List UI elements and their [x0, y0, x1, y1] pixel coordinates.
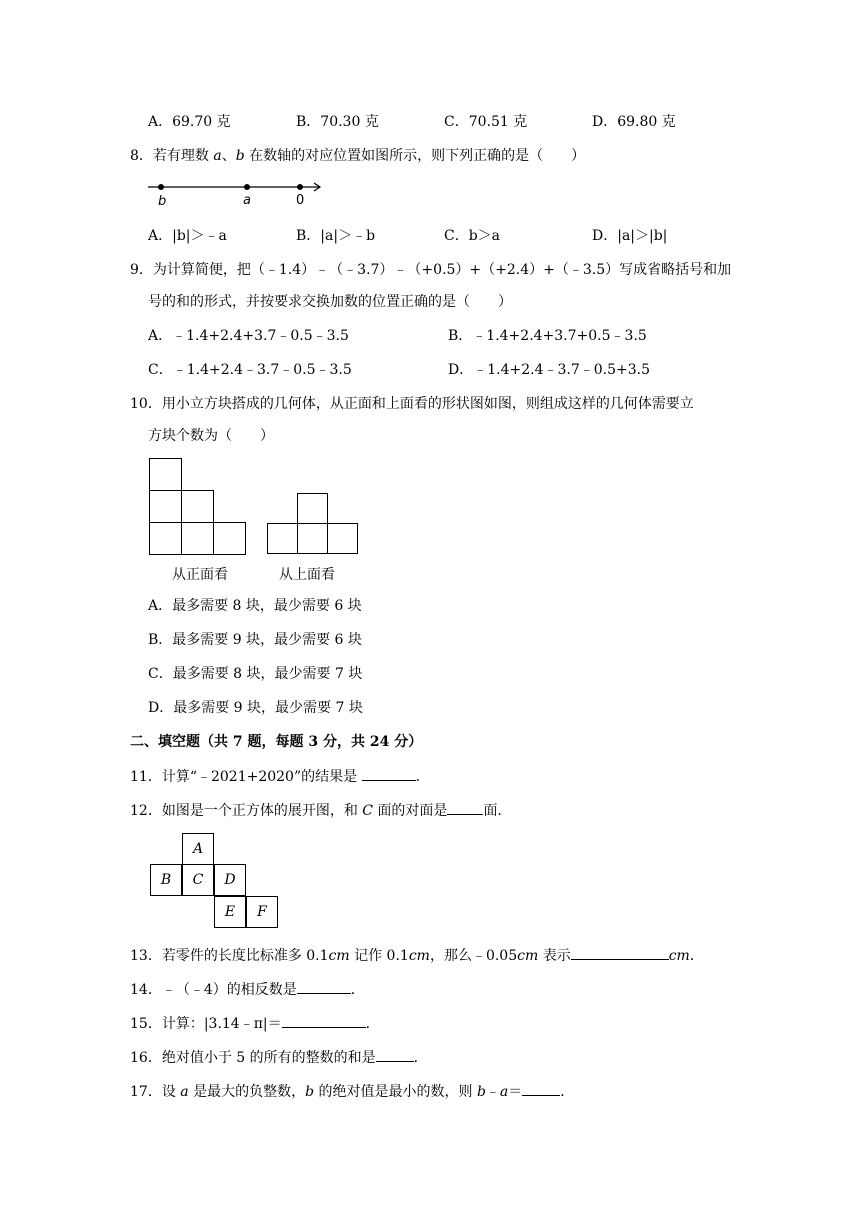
q10-option-c: C．最多需要 8 块，最少需要 7 块: [148, 666, 363, 682]
q8-option-a: A．|b|＞﹣a: [148, 228, 227, 244]
q15-blank[interactable]: [282, 1013, 366, 1028]
front-view-caption: 从正面看: [172, 567, 228, 583]
point-zero: [297, 184, 303, 190]
q14: 14．﹣（﹣4）的相反数是 ．: [130, 979, 365, 1000]
q9-option-c: C．﹣1.4+2.4﹣3.7﹣0.5﹣3.5: [148, 362, 352, 378]
q8-option-b: B．|a|＞﹣b: [296, 228, 376, 244]
q17: 17．设 a 是最大的负整数，b 的绝对值是最小的数，则 b﹣a＝ ．: [130, 1081, 574, 1102]
q9-stem-line2: 号的和的形式，并按要求交换加数的位置正确的是（ ）: [148, 294, 512, 310]
q9-stem-line1: 9．为计算简便，把（﹣1.4）﹣（﹣3.7）﹣（+0.5）+（+2.4）+（﹣3.5）写成省略括号和加: [130, 262, 732, 278]
q15: 15．计算：|3.14﹣π|＝ ．: [130, 1013, 380, 1034]
q12: 12．如图是一个正方体的展开图，和 C 面的对面是 面．: [130, 800, 511, 821]
q13-blank[interactable]: [571, 945, 669, 960]
net-face-d: D: [214, 864, 246, 896]
q12-blank[interactable]: [447, 800, 483, 815]
point-b: [158, 184, 164, 190]
point-a: [244, 184, 250, 190]
q10-option-a: A．最多需要 8 块，最少需要 6 块: [148, 598, 362, 614]
q8-option-c: C．b＞a: [444, 228, 501, 244]
q9-option-b: B．﹣1.4+2.4+3.7+0.5﹣3.5: [448, 328, 647, 344]
q9-option-a: A．﹣1.4+2.4+3.7﹣0.5﹣3.5: [148, 328, 349, 344]
q11: 11．计算“﹣2021+2020”的结果是 ．: [130, 766, 430, 787]
net-face-b: B: [150, 864, 182, 896]
q13: 13．若零件的长度比标准多 0.1cm 记作 0.1cm，那么﹣0.05cm 表示 cm．: [130, 945, 704, 966]
net-face-e: E: [214, 896, 246, 928]
top-view-caption: 从上面看: [279, 567, 335, 583]
q7-option-d: D．69.80 克: [592, 114, 676, 130]
q17-blank[interactable]: [522, 1081, 560, 1096]
q16: 16．绝对值小于 5 的所有的整数的和是 ．: [130, 1047, 428, 1068]
q7-option-c: C．70.51 克: [444, 114, 528, 130]
q8-stem: 8．若有理数 a、b 在数轴的对应位置如图所示，则下列正确的是（ ）: [130, 148, 586, 164]
q11-blank[interactable]: [362, 766, 416, 781]
q10-stem-line1: 10．用小立方块搭成的几何体，从正面和上面看的形状图如图，则组成这样的几何体需要立: [130, 396, 694, 412]
q7-option-b: B．70.30 克: [296, 114, 379, 130]
net-face-a: A: [182, 833, 214, 865]
q10-stem-line2: 方块个数为（ ）: [148, 428, 274, 444]
q14-blank[interactable]: [297, 979, 351, 994]
q16-blank[interactable]: [376, 1047, 414, 1062]
section-2-heading: 二、填空题（共 7 题，每题 3 分，共 24 分）: [130, 734, 423, 750]
label-zero: 0: [296, 193, 305, 208]
number-line-figure: [148, 176, 328, 208]
label-a: a: [243, 193, 251, 208]
q8-option-d: D．|a|＞|b|: [592, 228, 668, 244]
q10-option-d: D．最多需要 9 块，最少需要 7 块: [148, 700, 363, 716]
q10-option-b: B．最多需要 9 块，最少需要 6 块: [148, 632, 362, 648]
net-face-c: C: [182, 864, 214, 896]
net-face-f: F: [246, 896, 278, 928]
q9-option-d: D．﹣1.4+2.4﹣3.7﹣0.5+3.5: [448, 362, 651, 378]
label-b: b: [158, 194, 167, 209]
q7-option-a: A．69.70 克: [148, 114, 231, 130]
